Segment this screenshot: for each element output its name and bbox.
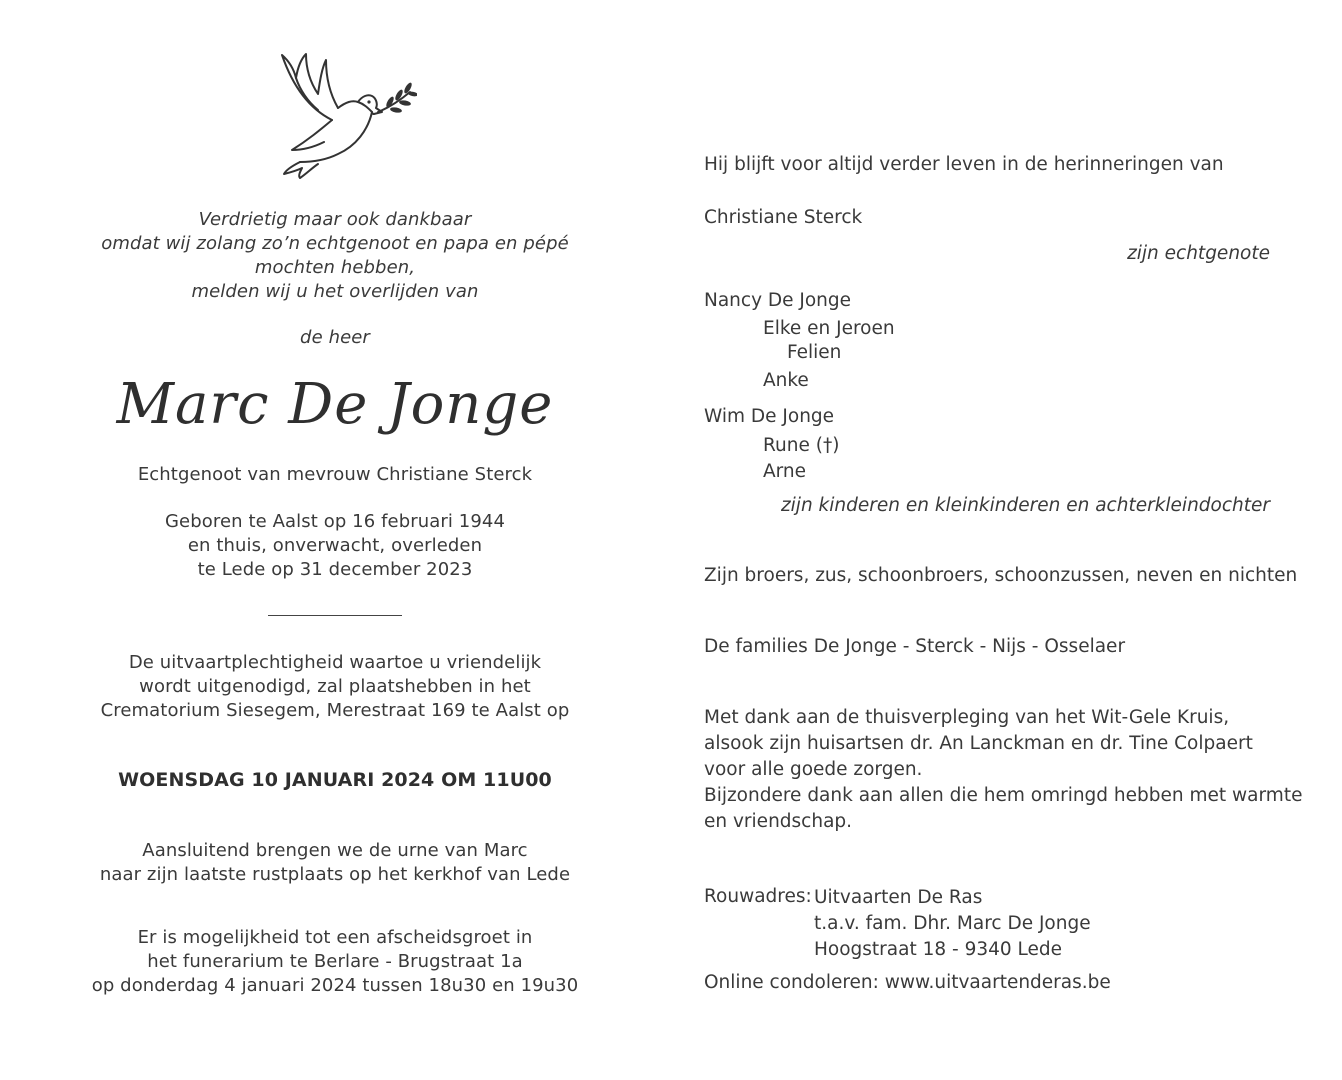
ceremony-text bbox=[90, 651, 580, 723]
intro-line: melden wij u het overlijden van bbox=[191, 281, 479, 302]
urn-text bbox=[90, 839, 580, 887]
thanks-line: en vriendschap. bbox=[704, 811, 853, 832]
address-label: Rouwadres: bbox=[704, 886, 812, 907]
salutation: de heer bbox=[300, 327, 370, 348]
intro-text bbox=[90, 208, 580, 304]
ceremony-date: WOENSDAG 10 JANUARI 2024 OM 11U00 bbox=[118, 769, 552, 791]
deceased-name: Marc De Jonge bbox=[116, 372, 554, 437]
address-line: Hoogstraat 18 - 9340 Lede bbox=[814, 939, 1063, 960]
birth-line: te Lede op 31 december 2023 bbox=[197, 559, 473, 580]
thanks-line: Bijzondere dank aan allen die hem omringd hebben met warmte bbox=[704, 785, 1303, 806]
address-block bbox=[814, 885, 1091, 963]
child-name: Wim De Jonge bbox=[704, 406, 835, 427]
farewell-line: op donderdag 4 januari 2024 tussen 18u30 en 19u30 bbox=[91, 975, 579, 996]
grandchild-name: Arne bbox=[763, 461, 807, 482]
birth-line: en thuis, onverwacht, overleden bbox=[187, 535, 483, 556]
thanks-line: voor alle goede zorgen. bbox=[704, 759, 923, 780]
ceremony-line: Crematorium Siesegem, Merestraat 169 te Aalst op bbox=[100, 700, 570, 721]
spouse-line: Echtgenoot van mevrouw Christiane Sterck bbox=[137, 464, 533, 485]
urn-line: Aansluitend brengen we de urne van Marc bbox=[142, 840, 528, 861]
intro-line: Verdrietig maar ook dankbaar bbox=[198, 209, 472, 230]
families-line: De families De Jonge - Sterck - Nijs - Osselaer bbox=[704, 636, 1126, 657]
wife-name: Christiane Sterck bbox=[704, 207, 863, 228]
thanks-line: alsook zijn huisartsen dr. An Lanckman en dr. Tine Colpaert bbox=[704, 733, 1253, 754]
thanks-line: Met dank aan de thuisverpleging van het Wit-Gele Kruis, bbox=[704, 707, 1230, 728]
farewell-text bbox=[90, 926, 580, 998]
intro-line: mochten hebben, bbox=[254, 257, 416, 278]
memory-line: Hij blijft voor altijd verder leven in de herinneringen van bbox=[704, 154, 1224, 175]
divider-line bbox=[268, 615, 402, 616]
birth-line: Geboren te Aalst op 16 februari 1944 bbox=[164, 511, 506, 532]
ceremony-line: wordt uitgenodigd, zal plaatshebben in het bbox=[139, 676, 531, 697]
birth-death-text bbox=[90, 510, 580, 582]
children-role: zijn kinderen en kleinkinderen en achterkleindochter bbox=[780, 495, 1270, 516]
grandchild-name: Elke en Jeroen bbox=[763, 318, 895, 339]
wife-role: zijn echtgenote bbox=[1127, 243, 1270, 264]
intro-line: omdat wij zolang zo’n echtgenoot en papa en pépé bbox=[101, 233, 569, 254]
thanks-text bbox=[704, 705, 1302, 835]
farewell-line: Er is mogelijkheid tot een afscheidsgroet in bbox=[137, 927, 533, 948]
farewell-line: het funerarium te Berlare - Brugstraat 1a bbox=[147, 951, 523, 972]
grandchild-name: Rune (†) bbox=[763, 435, 840, 456]
address-line: t.a.v. fam. Dhr. Marc De Jonge bbox=[814, 913, 1091, 934]
online-condolence-link[interactable]: Online condoleren: www.uitvaartenderas.be bbox=[704, 972, 1111, 993]
greatgrandchild-name: Felien bbox=[787, 342, 842, 363]
siblings-line: Zijn broers, zus, schoonbroers, schoonzussen, neven en nichten bbox=[704, 565, 1298, 586]
urn-line: naar zijn laatste rustplaats op het kerkhof van Lede bbox=[99, 864, 571, 885]
child-name: Nancy De Jonge bbox=[704, 290, 852, 311]
dove-icon bbox=[272, 50, 417, 182]
grandchild-name: Anke bbox=[763, 370, 809, 391]
ceremony-line: De uitvaartplechtigheid waartoe u vriendelijk bbox=[128, 652, 542, 673]
address-line: Uitvaarten De Ras bbox=[814, 887, 983, 908]
